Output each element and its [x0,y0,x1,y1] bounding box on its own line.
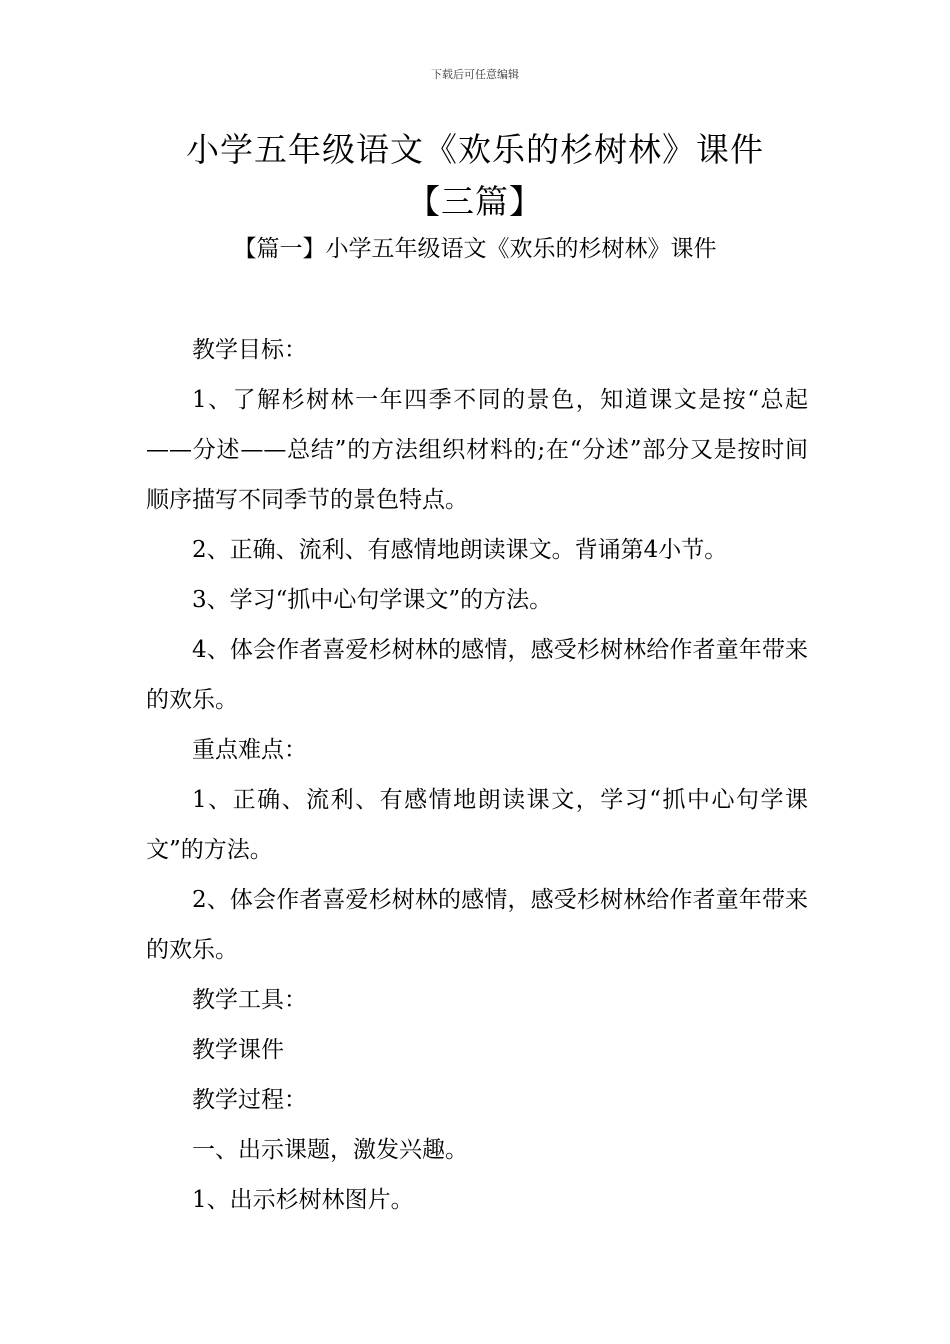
paragraph-goal-1: 1、了解杉树林一年四季不同的景色，知道课文是按“总起——分述——总结”的方法组织材料的;在“分述”部分又是按时间顺序描写不同季节的景色特点。 [146,387,808,513]
section-heading: 【篇一】小学五年级语文《欢乐的杉树林》课件 [233,236,717,262]
paragraph-process-substep-1: 1、出示杉树林图片。 [192,1187,414,1213]
paragraph-goal-4: 4、体会作者喜爱杉树林的感情，感受杉树林给作者童年带来的欢乐。 [146,637,808,713]
paragraph-key-point-2: 2、体会作者喜爱杉树林的感情，感受杉树林给作者童年带来的欢乐。 [146,887,808,963]
paragraph-key-point-1: 1、正确、流利、有感情地朗读课文，学习“抓中心句学课文”的方法。 [146,787,808,863]
paragraph-process-step-1: 一、出示课题，激发兴趣。 [192,1137,468,1163]
paragraph-goal-3: 3、学习“抓中心句学课文”的方法。 [192,587,553,613]
paragraph-goal-2: 2、正确、流利、有感情地朗读课文。背诵第4小节。 [192,537,728,563]
page-header-note: 下载后可任意编辑 [431,68,519,81]
paragraph-key-points-heading: 重点难点： [192,737,307,763]
document-title: 小学五年级语文《欢乐的杉树林》课件 [186,130,764,169]
paragraph-teaching-process-heading: 教学过程： [192,1087,307,1113]
paragraph-teaching-goals-heading: 教学目标： [192,337,307,363]
document-title-subtitle: 【三篇】 [407,182,543,221]
paragraph-teaching-tools-heading: 教学工具： [192,987,307,1013]
paragraph-teaching-tools: 教学课件 [192,1037,284,1063]
document-body [146,325,808,1225]
